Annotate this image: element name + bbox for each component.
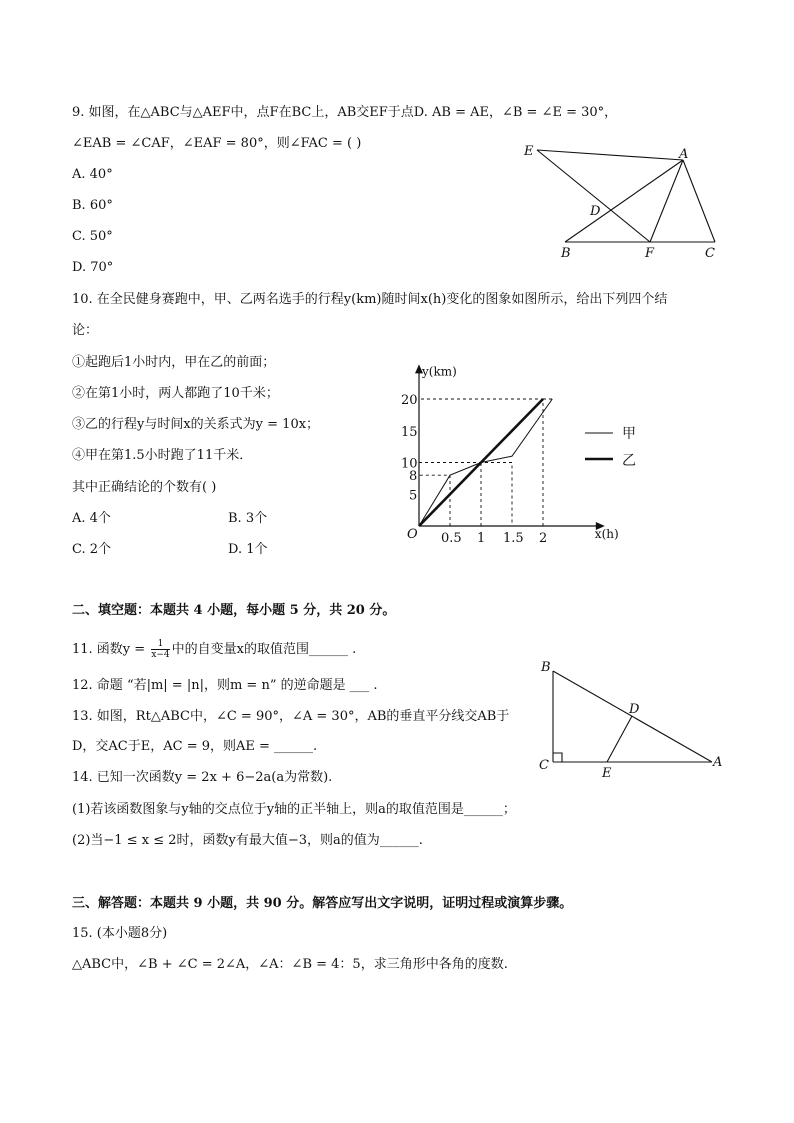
label-b: B — [541, 660, 551, 675]
legend-yi-label: 乙 — [622, 453, 636, 469]
label-e: E — [524, 144, 534, 159]
q9-option-b: B. 60° — [72, 198, 113, 213]
q14-line2: (1)若该函数图象与y轴的交点位于y轴的正半轴上，则a的取值范围是______； — [72, 802, 516, 817]
q11-numerator: 1 — [151, 639, 169, 650]
q10-option-d: D. 1个 — [228, 542, 268, 557]
right-angle-mark — [553, 753, 562, 762]
legend-jia-label: 甲 — [622, 426, 636, 442]
label-d: D — [629, 702, 640, 717]
y-tick-label: 5 — [409, 488, 418, 504]
x-tick-label: 1 — [477, 531, 486, 546]
label-a: A — [713, 755, 723, 770]
x-tick-label: 0.5 — [441, 531, 462, 546]
label-e: E — [602, 766, 612, 781]
y-tick-label: 15 — [401, 424, 418, 440]
q15-text: △ABC中，∠B + ∠C = 2∠A，∠A：∠B = 4：5，求三角形中各角的度数. — [72, 957, 508, 972]
q10-option-b: B. 3个 — [228, 511, 268, 526]
q9-option-d: D. 70° — [72, 260, 114, 275]
q13-line1: 13. 如图，Rt△ABC中，∠C = 90°，∠A = 30°，AB的垂直平分线交AB于 — [72, 709, 510, 724]
q11-fraction — [151, 639, 169, 660]
q10-conclusion-4: ④甲在第1.5小时跑了11千米． — [72, 448, 253, 463]
q10-line2: 论： — [72, 323, 99, 338]
q15-title: 15. (本小题8分) — [72, 926, 168, 941]
origin-label: O — [407, 527, 418, 542]
x-tick-label: 2 — [539, 531, 548, 546]
label-a: A — [679, 147, 689, 162]
y-tick-label: 8 — [409, 469, 418, 485]
x-tick-label: 1.5 — [503, 531, 524, 546]
q10-option-c: C. 2个 — [72, 542, 112, 557]
q13-right-triangle-figure — [535, 655, 735, 780]
label-f: F — [645, 246, 655, 261]
q9-triangle-figure — [515, 140, 735, 265]
q10-line-chart — [395, 350, 645, 550]
segment-ef — [537, 150, 650, 242]
q13-line2: D，交AC于E，AC = 9，则AE = ______. — [72, 739, 318, 754]
x-axis-label: x(h) — [594, 527, 619, 541]
q14-line1: 14. 已知一次函数y = 2x + 6−2a(a为常数). — [72, 770, 333, 785]
q9-option-c: C. 50° — [72, 229, 113, 244]
y-tick-label: 10 — [401, 456, 418, 472]
segment-ab — [565, 160, 683, 242]
segment-ac — [683, 160, 715, 242]
label-c: C — [705, 246, 715, 261]
q11-line — [72, 639, 356, 660]
guide-dashed-line — [419, 463, 512, 527]
label-c: C — [539, 758, 549, 773]
q9-line1: 9. 如图，在△ABC与△AEF中，点F在BC上，AB交EF于点D. AB = AE，∠B = ∠E = 30°， — [72, 105, 618, 120]
label-b: B — [561, 246, 571, 261]
q12-line: 12. 命题 “若|m| = |n|，则m = n” 的逆命题是 ___ . — [72, 678, 378, 693]
q9-line2: ∠EAB = ∠CAF，∠EAF = 80°，则∠FAC = ( ) — [72, 136, 362, 151]
section3-heading: 三、解答题：本题共 9 小题，共 90 分。解答应写出文字说明，证明过程或演算步骤。 — [72, 896, 573, 911]
q11-post: 中的自变量x的取值范围______ . — [171, 642, 357, 657]
segment-af — [650, 160, 683, 242]
q10-ask: 其中正确结论的个数有( ) — [72, 480, 217, 495]
q10-option-a: A. 4个 — [72, 511, 111, 526]
label-d: D — [590, 204, 601, 219]
q10-line1: 10. 在全民健身赛跑中，甲、乙两名选手的行程y(km)随时间x(h)变化的图象如图所示，给出下列四个结 — [72, 292, 668, 307]
q9-option-a: A. 40° — [72, 167, 113, 182]
segment-de — [607, 716, 632, 762]
q11-denominator: x−4 — [151, 650, 170, 660]
q11-pre: 11. 函数y = — [72, 642, 150, 657]
segment-ea — [537, 150, 683, 160]
q10-conclusion-3: ③乙的行程y与时间x的关系式为y = 10x； — [72, 417, 320, 432]
y-axis-label: y(km) — [422, 364, 457, 379]
q14-line3: (2)当−1 ≤ x ≤ 2时，函数y有最大值−3，则a的值为______. — [72, 833, 423, 848]
q10-conclusion-2: ②在第1小时，两人都跑了10千米； — [72, 386, 279, 401]
q10-conclusion-1: ①起跑后1小时内，甲在乙的前面； — [72, 355, 276, 370]
y-tick-label: 20 — [401, 393, 418, 408]
section2-heading: 二、填空题：本题共 4 小题，每小题 5 分，共 20 分。 — [72, 603, 396, 618]
